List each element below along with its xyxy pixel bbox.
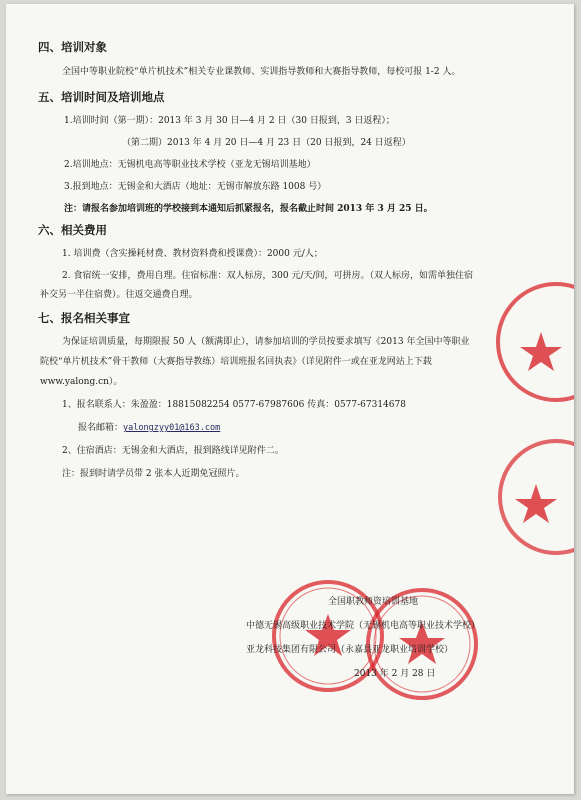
registration-para-line-3: www.yalong.cn）。 — [40, 377, 123, 387]
edge-seal-top — [486, 272, 574, 412]
email-label: 报名邮箱： — [78, 423, 124, 433]
signature-date: 2013 年 2 月 28 日 — [354, 669, 436, 679]
training-fee: 1. 培训费（含实操耗材费、教材资料费和授课费）：2000 元/人； — [62, 249, 323, 259]
section-6-heading: 六、相关费用 — [38, 223, 107, 237]
document-page — [6, 4, 574, 794]
training-time-1: 1.培训时间（第一期）：2013 年 3 月 30 日—4 月 2 日（30 日报到，3 日返程）； — [64, 116, 395, 126]
signature-org-2: 中德无锡高级职业技术学院（无锡机电高等职业技术学校） — [246, 621, 481, 631]
training-place: 2.培训地点：无锡机电高等职业技术学校（亚龙无锡培训基地） — [64, 160, 316, 170]
registration-para-line-1: 为保证培训质量，每期限报 50 人（额满即止），请参加培训的学员按要求填写《2013 年全国中等职业 — [62, 337, 470, 347]
signature-org-1: 全国职教师资培训基地 — [328, 597, 419, 607]
registration-para-line-2: 院校“单片机技术”骨干教师（大赛指导教练）培训班报名回执表》（详见附件一或在亚龙网站上下载 — [40, 357, 432, 367]
email-link[interactable]: yalongzyy01@163.com — [123, 423, 221, 433]
signature-org-3: 亚龙科技集团有限公司（永嘉县亚龙职业培训学校） — [246, 645, 454, 655]
training-time-2: （第二期）2013 年 4 月 20 日—4 月 23 日（20 日报到，24 日返程） — [122, 138, 411, 148]
section-4-body: 全国中等职业院校“单片机技术”相关专业课教师、实训指导教师和大赛指导教师，每校可报 1-2 人。 — [62, 67, 461, 77]
checkin-place: 3.报到地点：无锡金和大酒店（地址：无锡市解放东路 1008 号） — [64, 182, 327, 192]
email-row — [78, 422, 220, 434]
lodging-line-1: 2. 食宿统一安排，费用自理。住宿标准：双人标房，300 元/天/间，可拼房。（双人标房，如需单独住宿 — [62, 271, 474, 281]
edge-seal-bottom — [484, 429, 574, 569]
section-7-heading: 七、报名相关事宜 — [38, 311, 130, 325]
lodging-line-2: 补交另一半住宿费）。往返交通费自理。 — [40, 290, 198, 300]
contact-person: 1、报名联系人：朱盈盈：18815082254 0577-67987606 传真：0577-67314678 — [62, 400, 406, 410]
section-4-heading: 四、培训对象 — [38, 40, 107, 54]
section-5-heading: 五、培训时间及培训地点 — [38, 90, 165, 104]
hotel-info: 2、住宿酒店：无锡金和大酒店，报到路线详见附件二。 — [62, 446, 284, 456]
photo-note: 注：报到时请学员带 2 张本人近期免冠照片。 — [62, 469, 245, 479]
registration-deadline-notice: 注：请报名参加培训班的学校接到本通知后抓紧报名，报名截止时间 2013 年 3 月 25 日。 — [64, 204, 433, 214]
